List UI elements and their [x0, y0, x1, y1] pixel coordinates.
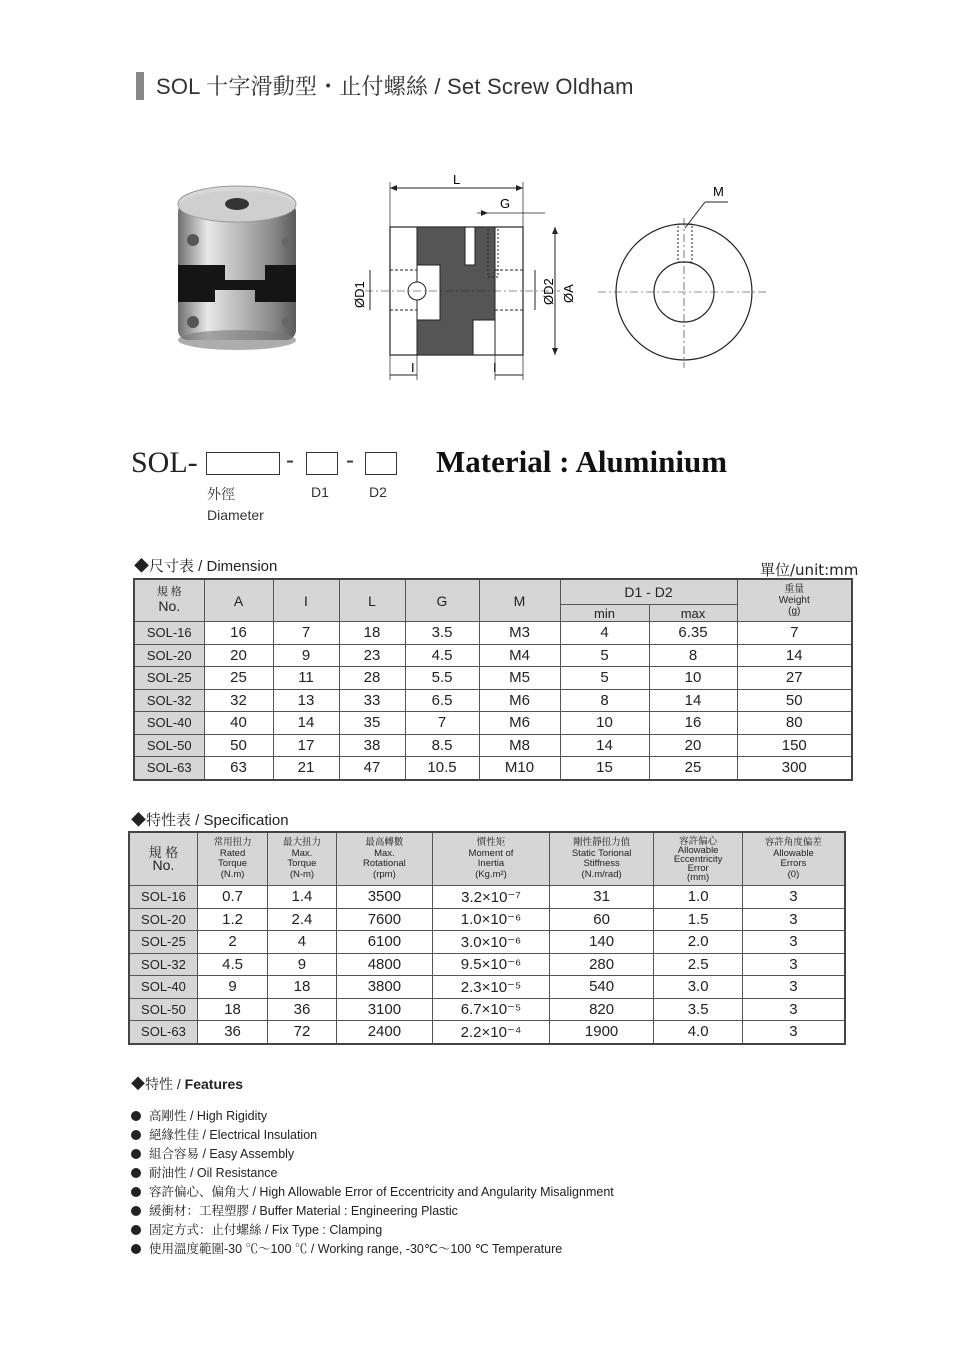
table-cell: 21: [273, 757, 339, 780]
table-cell: 2: [197, 931, 267, 954]
table-cell: 5: [560, 644, 649, 667]
table-cell: 2.3×10⁻⁵: [433, 976, 550, 999]
table-cell: 0.7: [197, 886, 267, 909]
table-cell: 7: [273, 622, 339, 645]
table-cell: M3: [479, 622, 560, 645]
table-cell: 820: [549, 998, 654, 1021]
table-cell: 60: [549, 908, 654, 931]
table-row: [134, 689, 852, 712]
table-cell: 2.0: [654, 931, 742, 954]
table-cell: 9: [197, 976, 267, 999]
table-cell: 18: [339, 622, 405, 645]
spec-col-ecc: 容許偏心 Allowable Eccentricity Error (mm): [654, 832, 742, 886]
dimension-table: [133, 578, 853, 781]
table-cell: 540: [549, 976, 654, 999]
page-title: SOL 十字滑動型・止付螺絲 / Set Screw Oldham: [156, 74, 634, 99]
table-cell: SOL-63: [134, 757, 204, 780]
dimension-title: ◆尺寸表 / Dimension: [134, 558, 278, 575]
table-cell: 63: [204, 757, 273, 780]
table-row: [134, 712, 852, 735]
table-cell: 3: [742, 998, 845, 1021]
table-cell: 3: [742, 953, 845, 976]
table-cell: 28: [339, 667, 405, 690]
col-l: L: [339, 579, 405, 622]
table-row: [129, 931, 845, 954]
diameter-label-en: Diameter: [207, 507, 264, 523]
feature-text: 固定方式：止付螺絲 / Fix Type : Clamping: [149, 1223, 383, 1237]
table-cell: 6.7×10⁻⁵: [433, 998, 550, 1021]
feature-item: [131, 1106, 267, 1124]
table-cell: 20: [204, 644, 273, 667]
label-g: G: [500, 196, 511, 211]
bullet-icon: [131, 1130, 141, 1140]
table-cell: 14: [737, 644, 852, 667]
table-cell: M4: [479, 644, 560, 667]
unit-label: 單位/unit:mm: [760, 561, 859, 579]
table-cell: SOL-20: [129, 908, 197, 931]
table-row: [134, 757, 852, 780]
col-min: min: [560, 605, 649, 622]
feature-text: 組合容易 / Easy Assembly: [149, 1147, 295, 1161]
feature-text: 緩衝材：工程塑膠 / Buffer Material : Engineering Plastic: [149, 1204, 458, 1218]
d2-label: D2: [369, 484, 387, 500]
table-cell: SOL-40: [134, 712, 204, 735]
table-cell: SOL-25: [134, 667, 204, 690]
table-cell: 3: [742, 976, 845, 999]
table-cell: 2.5: [654, 953, 742, 976]
table-cell: 6.5: [405, 689, 479, 712]
spec-col-rot: 最高轉數 Max. Rotational (rpm): [336, 832, 433, 886]
table-cell: 3.2×10⁻⁷: [433, 886, 550, 909]
table-cell: 72: [268, 1021, 336, 1044]
table-cell: 50: [737, 689, 852, 712]
table-cell: 50: [204, 734, 273, 757]
table-cell: 14: [273, 712, 339, 735]
table-cell: 150: [737, 734, 852, 757]
col-no: 規 格 No.: [134, 579, 204, 622]
table-cell: SOL-32: [134, 689, 204, 712]
table-cell: 36: [197, 1021, 267, 1044]
table-row: [129, 953, 845, 976]
table-row: [134, 622, 852, 645]
table-cell: SOL-32: [129, 953, 197, 976]
table-cell: 6.35: [649, 622, 737, 645]
table-row: [129, 1021, 845, 1044]
table-cell: SOL-16: [129, 886, 197, 909]
table-cell: 5: [560, 667, 649, 690]
table-cell: 2.4: [268, 908, 336, 931]
table-cell: 40: [204, 712, 273, 735]
table-cell: 6100: [336, 931, 433, 954]
table-row: [129, 886, 845, 909]
table-cell: 25: [204, 667, 273, 690]
table-cell: 9.5×10⁻⁶: [433, 953, 550, 976]
bullet-icon: [131, 1111, 141, 1121]
table-row: [134, 667, 852, 690]
table-row: [129, 998, 845, 1021]
feature-item: [131, 1220, 382, 1238]
table-cell: M8: [479, 734, 560, 757]
code-dash-2: -: [346, 447, 354, 474]
bullet-icon: [131, 1244, 141, 1254]
table-cell: 9: [273, 644, 339, 667]
table-cell: 11: [273, 667, 339, 690]
table-cell: 3800: [336, 976, 433, 999]
table-cell: 3500: [336, 886, 433, 909]
side-view-drawing: [345, 170, 595, 385]
order-code-prefix: SOL-: [131, 446, 198, 479]
spec-col-rated: 常用扭力 Rated Torque (N.m): [197, 832, 267, 886]
table-cell: 9: [268, 953, 336, 976]
col-i: I: [273, 579, 339, 622]
table-cell: 35: [339, 712, 405, 735]
table-cell: 3: [742, 908, 845, 931]
table-cell: 4.5: [405, 644, 479, 667]
table-cell: 3.5: [405, 622, 479, 645]
table-cell: 47: [339, 757, 405, 780]
table-cell: M6: [479, 689, 560, 712]
table-cell: 1.2: [197, 908, 267, 931]
label-d1: ØD1: [352, 281, 367, 308]
bullet-icon: [131, 1206, 141, 1216]
table-cell: 27: [737, 667, 852, 690]
table-cell: SOL-16: [134, 622, 204, 645]
table-cell: 16: [204, 622, 273, 645]
spec-col-no: 規 格 No.: [129, 832, 197, 886]
table-cell: 17: [273, 734, 339, 757]
label-i-right: I: [493, 360, 497, 375]
table-cell: 1.0: [654, 886, 742, 909]
col-d1d2: D1 - D2: [560, 579, 737, 605]
table-cell: 140: [549, 931, 654, 954]
feature-text: 使用溫度範圍-30 ℃～100 ℃ / Working range, -30℃～100 ℃ Temperature: [149, 1242, 563, 1256]
table-cell: 3100: [336, 998, 433, 1021]
spec-col-max: 最大扭力 Max. Torque (N-m): [268, 832, 336, 886]
label-m: M: [713, 184, 724, 199]
table-cell: 4: [560, 622, 649, 645]
table-cell: 23: [339, 644, 405, 667]
table-cell: 3.0: [654, 976, 742, 999]
table-cell: M6: [479, 712, 560, 735]
bullet-icon: [131, 1168, 141, 1178]
title-accent-bar: [136, 72, 144, 100]
specification-title: ◆特性表 / Specification: [131, 812, 289, 829]
feature-item: [131, 1201, 458, 1219]
table-cell: 10: [649, 667, 737, 690]
table-cell: 1900: [549, 1021, 654, 1044]
table-cell: 1.4: [268, 886, 336, 909]
table-cell: 7600: [336, 908, 433, 931]
table-cell: 3.5: [654, 998, 742, 1021]
features-title: ◆特性 / Features: [131, 1076, 244, 1092]
label-d2: ØD2: [541, 278, 556, 305]
bullet-icon: [131, 1225, 141, 1235]
feature-text: 高剛性 / High Rigidity: [149, 1109, 268, 1123]
col-max: max: [649, 605, 737, 622]
table-cell: 1.0×10⁻⁶: [433, 908, 550, 931]
table-cell: 280: [549, 953, 654, 976]
table-cell: 5.5: [405, 667, 479, 690]
d1-code-box: [306, 452, 338, 475]
table-cell: 1.5: [654, 908, 742, 931]
table-cell: 300: [737, 757, 852, 780]
table-cell: 15: [560, 757, 649, 780]
table-cell: 80: [737, 712, 852, 735]
table-cell: 20: [649, 734, 737, 757]
bullet-icon: [131, 1149, 141, 1159]
feature-item: [131, 1239, 562, 1257]
d2-code-box: [365, 452, 397, 475]
table-cell: 4800: [336, 953, 433, 976]
table-row: [129, 976, 845, 999]
table-cell: 33: [339, 689, 405, 712]
spec-col-inertia: 慣性矩 Moment of Inertia (Kg.m²): [433, 832, 550, 886]
code-dash-1: -: [286, 447, 294, 474]
table-cell: 4.5: [197, 953, 267, 976]
table-cell: 2400: [336, 1021, 433, 1044]
spec-col-ang: 容許角度偏差 Allowable Errors (0): [742, 832, 845, 886]
table-cell: SOL-25: [129, 931, 197, 954]
table-cell: 7: [737, 622, 852, 645]
table-cell: 16: [649, 712, 737, 735]
diameter-code-box: [206, 452, 280, 475]
table-cell: SOL-50: [134, 734, 204, 757]
feature-item: [131, 1182, 614, 1200]
table-row: [129, 908, 845, 931]
table-cell: 3: [742, 931, 845, 954]
table-row: [134, 644, 852, 667]
table-cell: SOL-20: [134, 644, 204, 667]
label-a: ØA: [561, 284, 576, 303]
table-cell: 2.2×10⁻⁴: [433, 1021, 550, 1044]
label-i-left: I: [411, 360, 415, 375]
table-cell: SOL-40: [129, 976, 197, 999]
table-cell: 31: [549, 886, 654, 909]
specification-table: [128, 831, 846, 1045]
table-cell: 13: [273, 689, 339, 712]
table-cell: 3: [742, 1021, 845, 1044]
feature-text: 容許偏心、偏角大 / High Allowable Error of Eccentricity and Angularity Misalignment: [149, 1185, 614, 1199]
table-cell: 3.0×10⁻⁶: [433, 931, 550, 954]
feature-item: [131, 1163, 278, 1181]
table-cell: 32: [204, 689, 273, 712]
table-cell: 18: [268, 976, 336, 999]
feature-item: [131, 1144, 294, 1162]
table-cell: 4.0: [654, 1021, 742, 1044]
table-cell: 8: [649, 644, 737, 667]
col-g: G: [405, 579, 479, 622]
table-cell: 4: [268, 931, 336, 954]
table-cell: 14: [649, 689, 737, 712]
feature-item: [131, 1125, 317, 1143]
product-photo: [155, 180, 305, 360]
col-m: M: [479, 579, 560, 622]
bullet-icon: [131, 1187, 141, 1197]
table-cell: 10.5: [405, 757, 479, 780]
col-weight: 重量 Weight (g): [737, 579, 852, 622]
material-label: Material : Aluminium: [436, 444, 728, 479]
spec-col-stiff: 剛性靜扭力值 Static Torional Stiffness (N.m/rad): [549, 832, 654, 886]
table-cell: 7: [405, 712, 479, 735]
table-cell: SOL-50: [129, 998, 197, 1021]
table-cell: 8.5: [405, 734, 479, 757]
table-cell: 3: [742, 886, 845, 909]
col-a: A: [204, 579, 273, 622]
table-cell: 18: [197, 998, 267, 1021]
table-row: [134, 734, 852, 757]
table-cell: 25: [649, 757, 737, 780]
table-cell: SOL-63: [129, 1021, 197, 1044]
feature-text: 耐油性 / Oil Resistance: [149, 1166, 278, 1180]
table-cell: 8: [560, 689, 649, 712]
end-view-drawing: [598, 180, 768, 370]
diameter-label-zh: 外徑: [207, 486, 235, 502]
feature-text: 絕緣性佳 / Electrical Insulation: [149, 1128, 318, 1142]
label-l: L: [453, 172, 461, 187]
table-cell: M5: [479, 667, 560, 690]
table-cell: 38: [339, 734, 405, 757]
table-cell: 10: [560, 712, 649, 735]
table-cell: 14: [560, 734, 649, 757]
d1-label: D1: [311, 484, 329, 500]
table-cell: 36: [268, 998, 336, 1021]
table-cell: M10: [479, 757, 560, 780]
